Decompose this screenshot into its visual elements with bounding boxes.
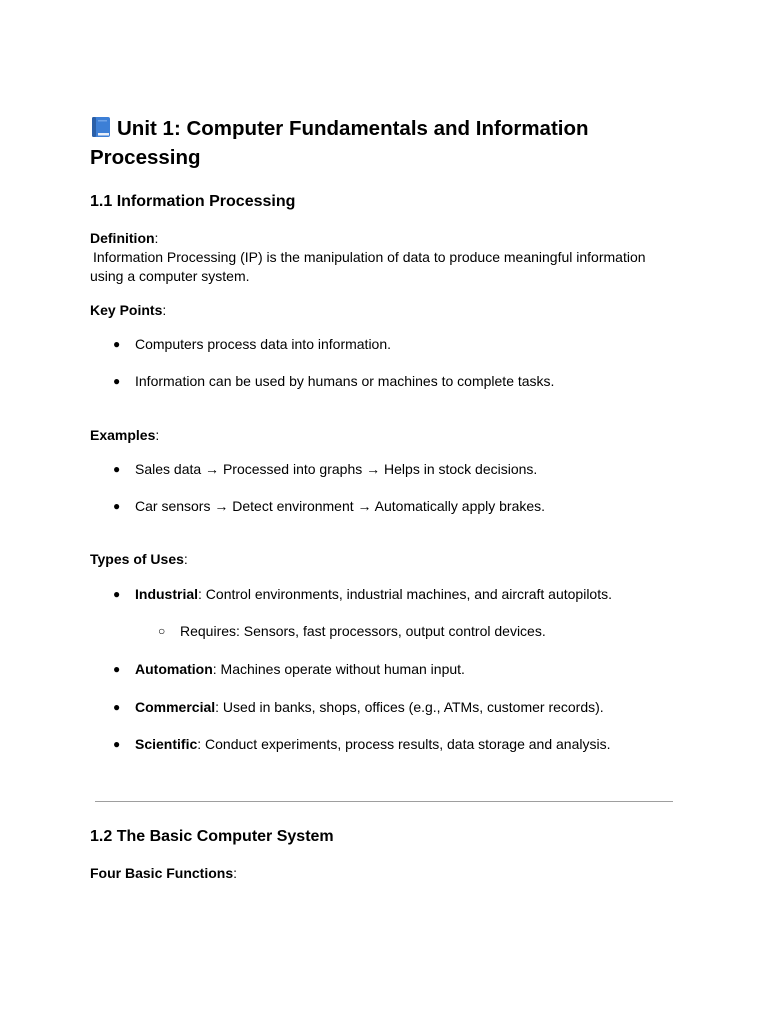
functions-label: Four Basic Functions [90, 865, 234, 881]
definition-text: Information Processing (IP) is the manipulation of data to produce meaningful information using a computer system. [90, 249, 646, 284]
bullet-icon: ● [113, 462, 121, 476]
bullet-icon: ● [113, 374, 121, 388]
use-description: : Used in banks, shops, offices (e.g., ATMs, customer records). [215, 699, 604, 715]
list-item-text [135, 660, 465, 679]
section-heading-1-1: 1.1 Information Processing [90, 193, 296, 210]
use-term: Industrial [135, 586, 199, 602]
list-item-text: Computers process data into information. [135, 336, 392, 352]
key-points-label: Key Points [90, 302, 163, 318]
list-item-text [135, 585, 612, 604]
use-term: Scientific [135, 736, 198, 752]
list-item-text: Information can be used by humans or machines to complete tasks. [135, 373, 555, 389]
use-description: : Control environments, industrial machines, and aircraft autopilots. [198, 586, 612, 602]
list-item-text [135, 698, 604, 717]
hollow-bullet-icon: ○ [158, 624, 166, 638]
key-points-label-line [90, 301, 166, 320]
use-description: : Machines operate without human input. [212, 661, 465, 677]
list-item-text [135, 735, 610, 754]
bullet-icon: ● [113, 662, 121, 676]
bullet-icon: ● [113, 337, 121, 351]
section-heading-1-2: 1.2 The Basic Computer System [90, 828, 334, 845]
use-term: Commercial [135, 699, 216, 715]
blue-book-icon [90, 116, 112, 138]
bullet-icon: ● [113, 737, 121, 751]
definition-label-line [90, 229, 158, 248]
colon: : [162, 302, 167, 318]
bullet-icon: ● [113, 700, 121, 714]
colon: : [154, 230, 159, 246]
unit-title-text: Unit 1: Computer Fundamentals and Information Processing [90, 117, 589, 169]
unit-title [90, 114, 680, 172]
bullet-icon: ● [113, 587, 121, 601]
functions-label-line [90, 864, 237, 883]
types-label-line [90, 550, 188, 569]
sub-list-item-text: Requires: Sensors, fast processors, output control devices. [180, 623, 546, 639]
colon: : [233, 865, 238, 881]
use-description: : Conduct experiments, process results, data storage and analysis. [197, 736, 611, 752]
colon: : [183, 551, 188, 567]
colon: : [155, 427, 160, 443]
examples-label: Examples [90, 427, 156, 443]
types-label: Types of Uses [90, 551, 184, 567]
use-term: Automation [135, 661, 213, 677]
definition-label: Definition [90, 230, 155, 246]
list-item-text: Car sensors → Detect environment → Automatically apply brakes. [135, 498, 546, 514]
examples-label-line [90, 426, 159, 445]
bullet-icon: ● [113, 499, 121, 513]
list-item-text: Sales data → Processed into graphs → Helps in stock decisions. [135, 461, 538, 477]
horizontal-divider [95, 801, 673, 802]
